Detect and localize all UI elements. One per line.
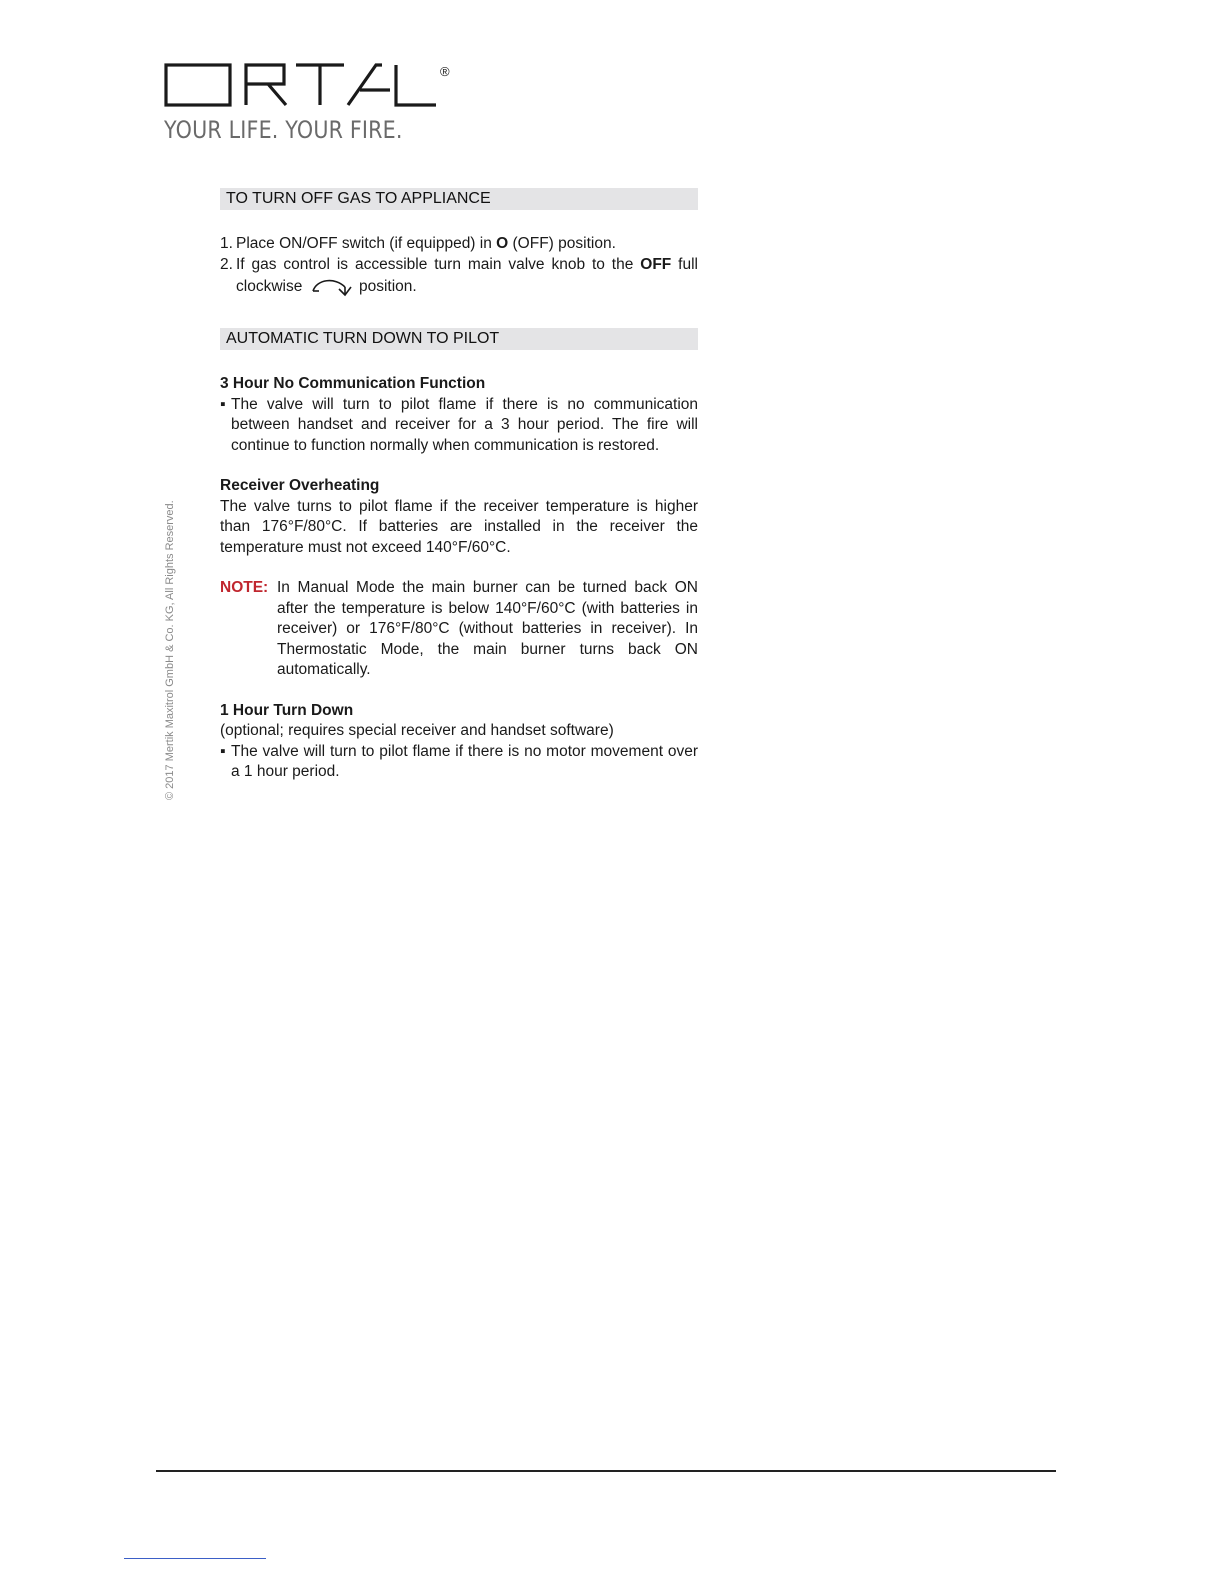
step-1-text-a: Place ON/OFF switch (if equipped) in <box>236 235 497 252</box>
step-2 <box>220 255 698 298</box>
turn-off-steps <box>220 234 698 298</box>
step-1-bold: O <box>496 235 509 252</box>
no-comm-bullet <box>220 395 698 457</box>
note-label: NOTE: <box>220 579 269 596</box>
section-title-turn-off: TO TURN OFF GAS TO APPLIANCE <box>220 188 698 210</box>
step-1-number: 1. <box>220 235 233 252</box>
note-block <box>220 578 698 681</box>
footer-rule <box>156 1470 1056 1472</box>
copyright-vertical: © 2017 Mertik Maxitrol GmbH & Co. KG, All Rights Reserved. <box>164 500 176 800</box>
one-hour-bullet <box>220 742 698 783</box>
one-hour-title: 1 Hour Turn Down <box>220 701 354 719</box>
one-hour-text: The valve will turn to pilot flame if there is no motor movement over a 1 hour period. <box>231 742 698 780</box>
ortal-logo <box>164 62 464 112</box>
footer-link-underline <box>124 1558 266 1559</box>
overheat-text: The valve turns to pilot flame if the receiver temperature is higher than 176°F/80°C. If batteries are installed in the receiver the temperature must not exceed 140°F/60°C. <box>220 497 698 556</box>
step-2-text-c: position. <box>358 278 417 295</box>
step-1-text-b: (OFF) position. <box>508 235 616 252</box>
brand-tagline: YOUR LIFE. YOUR FIRE. <box>164 116 403 144</box>
step-2-number: 2. <box>220 255 233 273</box>
no-comm-title: 3 Hour No Communication Function <box>220 375 486 392</box>
main-content <box>220 188 698 783</box>
bullet-marker: ▪ <box>220 395 226 413</box>
step-1 <box>220 234 698 255</box>
note-text: In Manual Mode the main burner can be turned back ON after the temperature is below 140°F/60°C (with batteries in receiver) or 176°F/80°C (without batteries in receiver). In Thermostatic Mode, the main burner turns back ON automatically. <box>277 579 698 678</box>
step-2-text-b: full clockwise <box>236 255 698 295</box>
clockwise-arrow-icon <box>309 275 353 297</box>
step-2-text-a: If gas control is accessible turn main valve knob to the <box>236 255 641 273</box>
registered-mark: ® <box>440 64 450 79</box>
bullet-marker: ▪ <box>220 742 226 760</box>
one-hour-sub: (optional; requires special receiver and handset software) <box>220 722 614 739</box>
section-title-pilot: AUTOMATIC TURN DOWN TO PILOT <box>220 328 698 350</box>
step-2-bold: OFF <box>640 255 672 273</box>
no-comm-text: The valve will turn to pilot flame if there is no communication between handset and receiver for a 3 hour period. The fire will continue to function normally when communication is restored. <box>231 395 698 454</box>
overheat-title: Receiver Overheating <box>220 477 380 494</box>
